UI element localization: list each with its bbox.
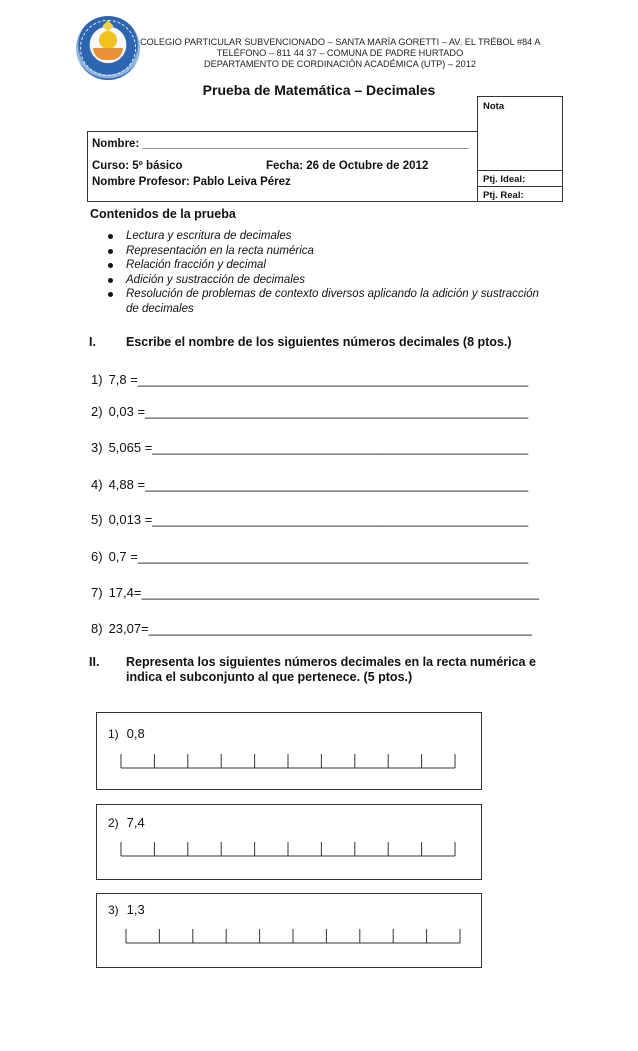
- question-6[interactable]: 6) 0,7 =______________________________________________________: [91, 549, 529, 564]
- header-line-2: TELÉFONO – 811 44 37 – COMUNA DE PADRE HURTADO: [216, 48, 464, 58]
- question-7[interactable]: 7) 17,4=_______________________________________________________: [91, 585, 540, 600]
- number-line-1[interactable]: [120, 752, 460, 772]
- section-1-instruction: Escribe el nombre de los siguientes números decimales (8 ptos.): [126, 335, 512, 349]
- question-4[interactable]: 4) 4,88 =_____________________________________________________: [91, 477, 529, 492]
- number-line-2[interactable]: [120, 840, 460, 860]
- question-5[interactable]: 5) 0,013 =____________________________________________________: [91, 512, 529, 527]
- contents-list: [108, 229, 548, 316]
- number-line-label-1: 1) 0,8: [108, 726, 145, 741]
- contents-item: Lectura y escritura de decimales: [108, 229, 548, 244]
- contents-item: Representación en la recta numérica: [108, 244, 548, 259]
- header-line-1: COLEGIO PARTICULAR SUBVENCIONADO – SANTA MARÍA GORETTI – AV. EL TRÉBOL #84 A: [140, 37, 541, 47]
- question-2[interactable]: 2) 0,03 =_____________________________________________________: [91, 404, 529, 419]
- grade-label: Nota: [483, 101, 505, 112]
- school-logo: [76, 16, 140, 80]
- question-1[interactable]: 1) 7,8 =______________________________________________________: [91, 372, 529, 387]
- section-2-roman: II.: [89, 655, 100, 669]
- number-line-3[interactable]: [125, 927, 465, 947]
- question-8[interactable]: 8) 23,07=_____________________________________________________: [91, 621, 532, 636]
- contents-item: Resolución de problemas de contexto diversos aplicando la adición y sustracción de decimales: [108, 287, 548, 316]
- number-line-label-2: 2) 7,4: [108, 815, 145, 830]
- contents-item: Adición y sustracción de decimales: [108, 273, 548, 288]
- ideal-score-label: Ptj. Ideal:: [478, 170, 562, 187]
- teacher-label: Nombre Profesor: Pablo Leiva Pérez: [92, 176, 291, 188]
- student-name-field[interactable]: Nombre: ___________________________________________________: [92, 138, 469, 150]
- section-1-roman: I.: [89, 335, 96, 349]
- date-label: Fecha: 26 de Octubre de 2012: [266, 160, 429, 172]
- header-line-3: DEPARTAMENTO DE CORDINACIÓN ACADÉMICA (UTP) – 2012: [204, 59, 476, 69]
- real-score-label: Ptj. Real:: [478, 186, 562, 202]
- question-3[interactable]: 3) 5,065 =____________________________________________________: [91, 440, 529, 455]
- contents-title: Contenidos de la prueba: [90, 207, 236, 221]
- course-label: Curso: 5º básico: [92, 160, 183, 172]
- number-line-box-1: [96, 712, 482, 790]
- contents-item: Relación fracción y decimal: [108, 258, 548, 273]
- section-2-instruction-line-2: indica el subconjunto al que pertenece. (5 ptos.): [126, 670, 413, 684]
- section-2-instruction-line-1: Representa los siguientes números decimales en la recta numérica e: [126, 655, 536, 669]
- number-line-label-3: 3) 1,3: [108, 902, 145, 917]
- page-title: Prueba de Matemática – Decimales: [202, 82, 436, 98]
- grade-box: [477, 96, 563, 202]
